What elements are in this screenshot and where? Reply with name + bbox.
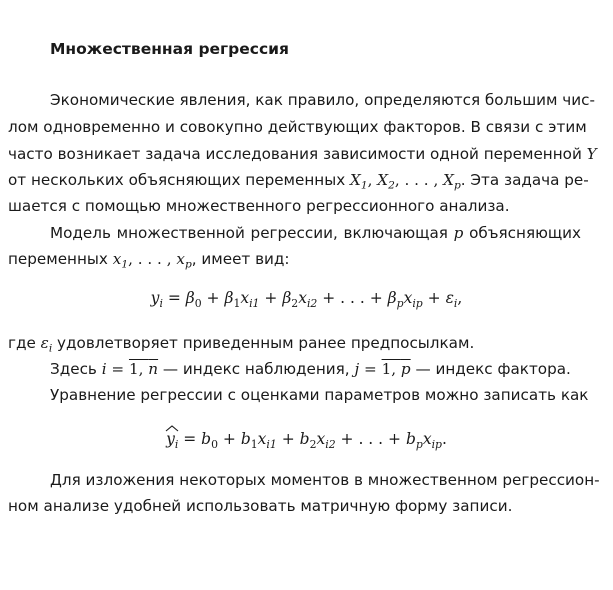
hat-accent-icon: [165, 425, 180, 432]
error-term-line: [8, 334, 475, 355]
para2-line1: [50, 224, 581, 242]
error-term-prefix: где: [8, 334, 36, 352]
para2-line2-suffix: , имеет вид:: [191, 250, 290, 268]
para1-line4-prefix: от нескольких объясняющих переменных: [8, 171, 346, 189]
para2-line1-prefix: Модель множественной регрессии, включающая: [50, 224, 448, 242]
index-j-range: 1, p: [381, 360, 411, 378]
var-list-X: $X_1$, $X_2$, . . . , $X_p$: [350, 171, 461, 192]
index-middle: — индекс наблюдения,: [162, 360, 350, 378]
var-list-x: $x_1$, . . . , $x_p$: [112, 250, 192, 271]
para1-line3: [8, 145, 597, 163]
regression-model-formula: $y_i = \beta_0 + \beta_1x_{i1} + \beta_2x_{i2}$ + . . . + $\beta_px_{ip} + \varepsilon_i$,: [150, 289, 463, 310]
error-term-suffix: удовлетворяет приведенным ранее предпосылкам.: [57, 334, 475, 352]
index-i-range: 1, n: [128, 360, 159, 378]
index-j: j: [354, 360, 360, 378]
index-prefix: Здесь: [50, 360, 97, 378]
index-line: Здесь i = 1, n — индекс наблюдения, j = 1, p — индекс фактора.: [50, 360, 571, 378]
para1-line5: шается с помощью множественного регрессионного анализа.: [8, 197, 510, 215]
para3-line1: Для изложения некоторых моментов в множественном регрессион-: [50, 471, 600, 489]
index-suffix: — индекс фактора.: [415, 360, 571, 378]
equation-intro-line: Уравнение регрессии с оценками параметров можно записать как: [50, 386, 589, 404]
para1-line4-suffix: . Эта задача ре-: [460, 171, 589, 189]
para2-line2: [8, 250, 290, 271]
para1-line4: [8, 171, 589, 192]
para1-line1: Экономические явления, как правило, определяются большим чис-: [50, 91, 595, 109]
para1-line2: лом одновременно и совокупно действующих факторов. В связи с этим: [8, 118, 587, 136]
estimated-equation-formula: $y_i = b_0 + b_1x_{i1} + b_2x_{i2}$ + . . . + $b_px_{ip}$.: [0, 430, 613, 448]
var-epsilon: $\varepsilon_i$: [40, 334, 53, 355]
para1-line3-text: часто возникает задача исследования зависимости одной переменной: [8, 145, 582, 163]
var-p: p: [453, 224, 464, 242]
section-heading: Множественная регрессия: [50, 40, 289, 58]
index-i: i: [101, 360, 107, 378]
var-Y: Y: [586, 145, 597, 163]
para2-line2-prefix: переменных: [8, 250, 108, 268]
para3-line2: ном анализе удобней использовать матричную форму записи.: [8, 497, 513, 515]
para2-line1-suffix: объясняющих: [469, 224, 582, 242]
